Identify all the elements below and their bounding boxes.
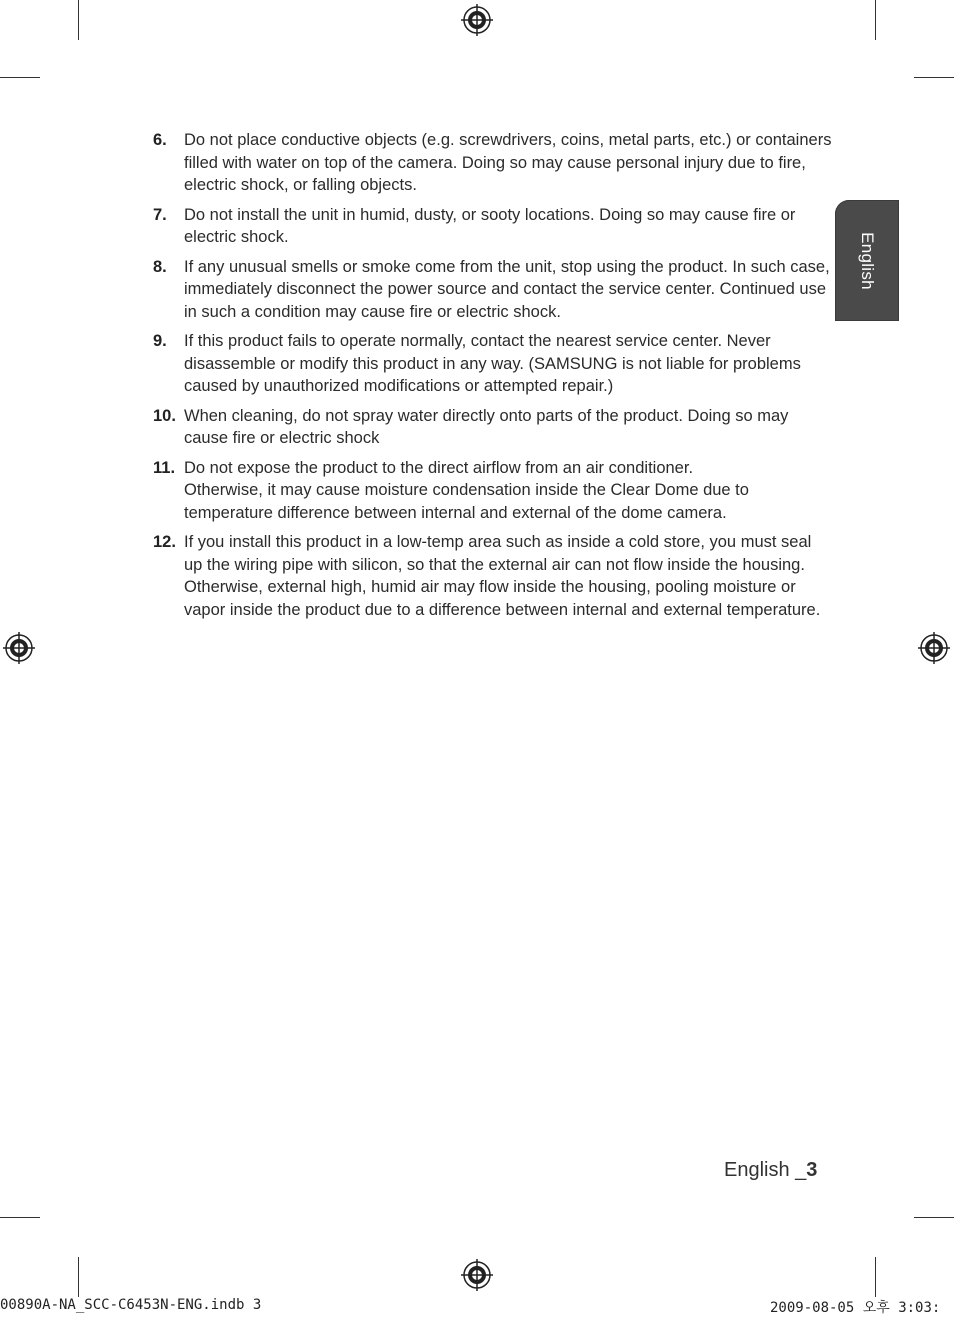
list-item [153,531,833,621]
safety-instructions-list [153,129,833,628]
item-paragraph: Do not place conductive objects (e.g. screwdrivers, coins, metal parts, etc.) or containers filled with water on top of the camera. Doing so may cause personal injury due to fire, electric shock, or falling objects. [184,131,832,194]
item-text [184,330,833,398]
crop-mark [875,1257,876,1297]
list-item [153,457,833,525]
crop-mark [0,77,40,78]
print-slug-timestamp: 2009-08-05 오후 3:03: [770,1300,941,1316]
item-number: 10. [153,406,176,425]
registration-mark-icon [461,4,493,36]
crop-mark [78,0,79,40]
list-item [153,330,833,398]
item-paragraph: Otherwise, it may cause moisture condensation inside the Clear Dome due to temperature difference between internal and external of the dome camera. [184,481,749,522]
crop-mark [78,1257,79,1297]
page-folio [724,1159,817,1182]
list-item [153,129,833,197]
item-number: 11. [153,458,176,477]
item-number: 12. [153,533,176,551]
item-text [184,531,833,621]
item-text [184,457,833,525]
list-item [153,405,833,450]
crop-mark [875,0,876,40]
item-paragraph: Otherwise, external high, humid air may flow inside the housing, pooling moisture or vapor inside the product due to a difference between internal and external temperature. [184,578,821,619]
item-number: 7. [153,205,167,224]
item-number: 8. [153,257,167,276]
item-paragraph: When cleaning, do not spray water directly onto parts of the product. Doing so may cause fire or electric shock [184,406,789,447]
registration-mark-icon [3,632,35,664]
crop-mark [0,1217,40,1218]
page-number: 3 [806,1159,818,1181]
print-slug-filename: 00890A-NA_SCC-C6453N-ENG.indb 3 [0,1297,262,1313]
item-text [184,204,833,249]
crop-mark [914,1217,954,1218]
item-number: 6. [153,131,167,149]
list-item [153,256,833,324]
folio-language: English _ [724,1159,807,1181]
registration-mark-icon [918,632,950,664]
item-paragraph: If any unusual smells or smoke come from the unit, stop using the product. In such case, immediately disconnect the power source and contact the service center. Continued use in such a condition may cause fire or electric shock. [184,257,830,321]
language-side-tab [835,200,899,321]
item-paragraph: Do not install the unit in humid, dusty, or sooty locations. Doing so may cause fire or electric shock. [184,205,796,246]
item-text [184,256,833,324]
item-text [184,129,833,197]
item-paragraph: Do not expose the product to the direct airflow from an air conditioner. [184,458,694,477]
item-number: 9. [153,332,167,350]
item-paragraph: If you install this product in a low-temp area such as inside a cold store, you must seal up the wiring pipe with silicon, so that the external air can not flow inside the housing. [184,533,812,574]
side-tab-label: English [858,231,877,290]
list-item [153,204,833,249]
item-text [184,405,833,450]
registration-mark-icon [461,1259,493,1291]
crop-mark [914,77,954,78]
item-paragraph: If this product fails to operate normally, contact the nearest service center. Never disassemble or modify this product in any way. (SAMSUNG is not liable for problems caused by unauthorized modifications or attempted repair.) [184,332,801,395]
